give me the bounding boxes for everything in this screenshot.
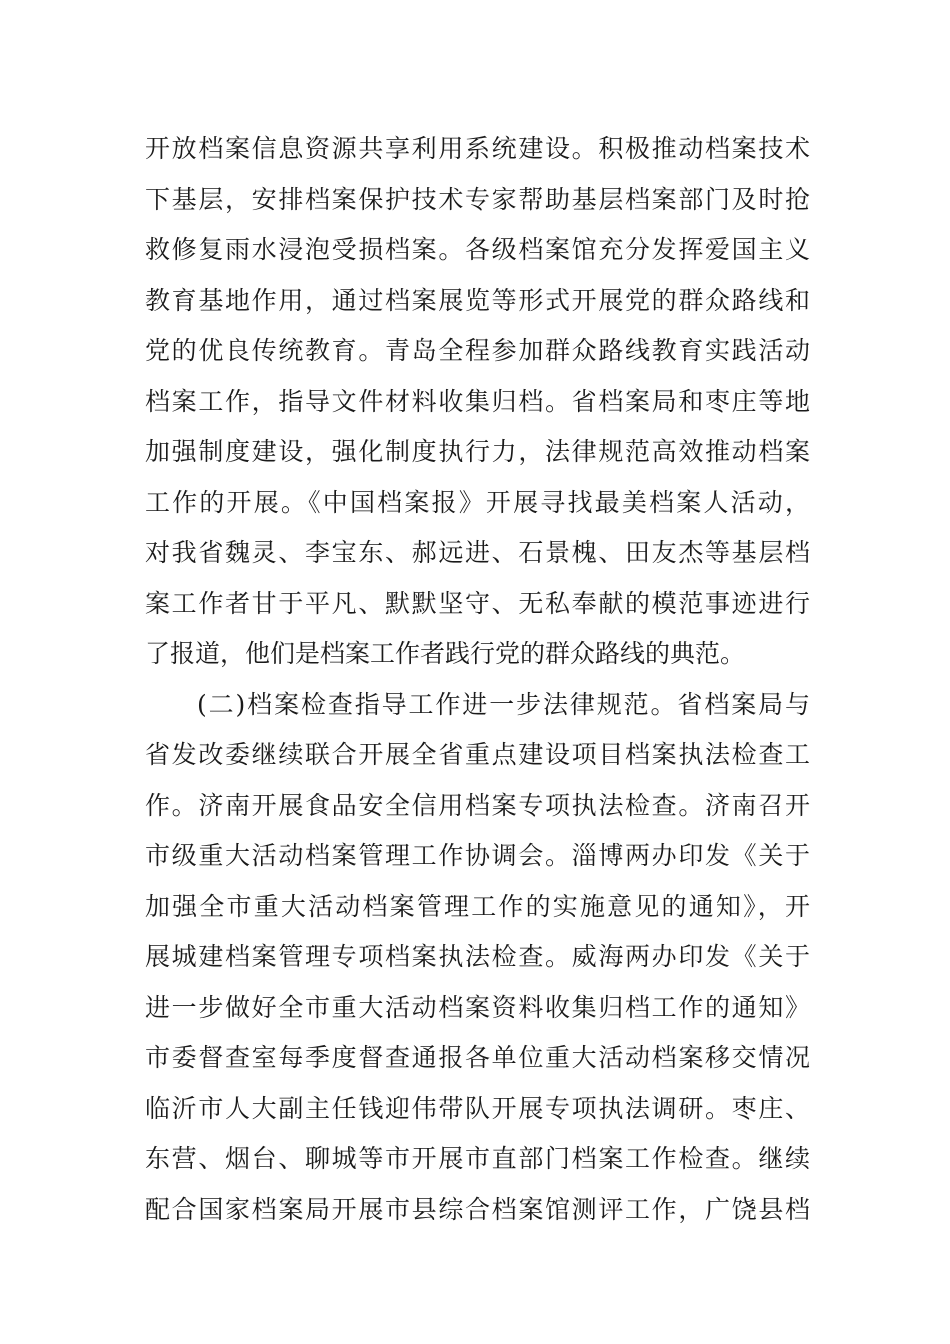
- text-line: 市级重大活动档案管理工作协调会。淄博两办印发《关于: [145, 841, 810, 870]
- text-line: 工作的开展。《中国档案报》开展寻找最美档案人活动，: [145, 487, 810, 517]
- text-line: 进一步做好全市重大活动档案资料收集归档工作的通知》: [145, 992, 810, 1022]
- text-line: 临沂市人大副主任钱迎伟带队开展专项执法调研。枣庄、: [145, 1093, 810, 1123]
- document-body: [145, 124, 810, 1235]
- text-line: 展城建档案管理专项档案执法检查。威海两办印发《关于: [145, 942, 810, 971]
- text-line: 救修复雨水浸泡受损档案。各级档案馆充分发挥爱国主义: [145, 235, 810, 264]
- text-line: 案工作者甘于平凡、默默坚守、无私奉献的模范事迹进行: [145, 588, 810, 618]
- text-line: 省发改委继续联合开展全省重点建设项目档案执法检查工: [145, 740, 810, 769]
- text-line: 档案工作，指导文件材料收集归档。省档案局和枣庄等地: [145, 386, 810, 416]
- text-line: 开放档案信息资源共享利用系统建设。积极推动档案技术: [145, 134, 810, 163]
- text-line: 加强全市重大活动档案管理工作的实施意见的通知》，开: [145, 891, 810, 921]
- text-line: 加强制度建设，强化制度执行力，法律规范高效推动档案: [145, 437, 810, 466]
- text-line: 下基层，安排档案保护技术专家帮助基层档案部门及时抢: [145, 184, 810, 214]
- text-line: 市委督查室每季度督查通报各单位重大活动档案移交情况: [145, 1043, 810, 1072]
- section-heading-line: (二)档案检查指导工作进一步法律规范。省档案局与: [197, 689, 810, 719]
- text-line: 教育基地作用，通过档案展览等形式开展党的群众路线和: [145, 285, 810, 315]
- text-line: 了报道，他们是档案工作者践行党的群众路线的典范。: [145, 639, 746, 668]
- text-line: 党的优良传统教育。青岛全程参加群众路线教育实践活动: [145, 336, 810, 365]
- text-line: 东营、烟台、聊城等市开展市直部门档案工作检查。继续: [145, 1144, 810, 1173]
- text-line: 对我省魏灵、李宝东、郝远进、石景槐、田友杰等基层档: [145, 538, 810, 567]
- text-line: 配合国家档案局开展市县综合档案馆测评工作，广饶县档: [145, 1194, 810, 1224]
- text-line: 作。济南开展食品安全信用档案专项执法检查。济南召开: [145, 790, 810, 820]
